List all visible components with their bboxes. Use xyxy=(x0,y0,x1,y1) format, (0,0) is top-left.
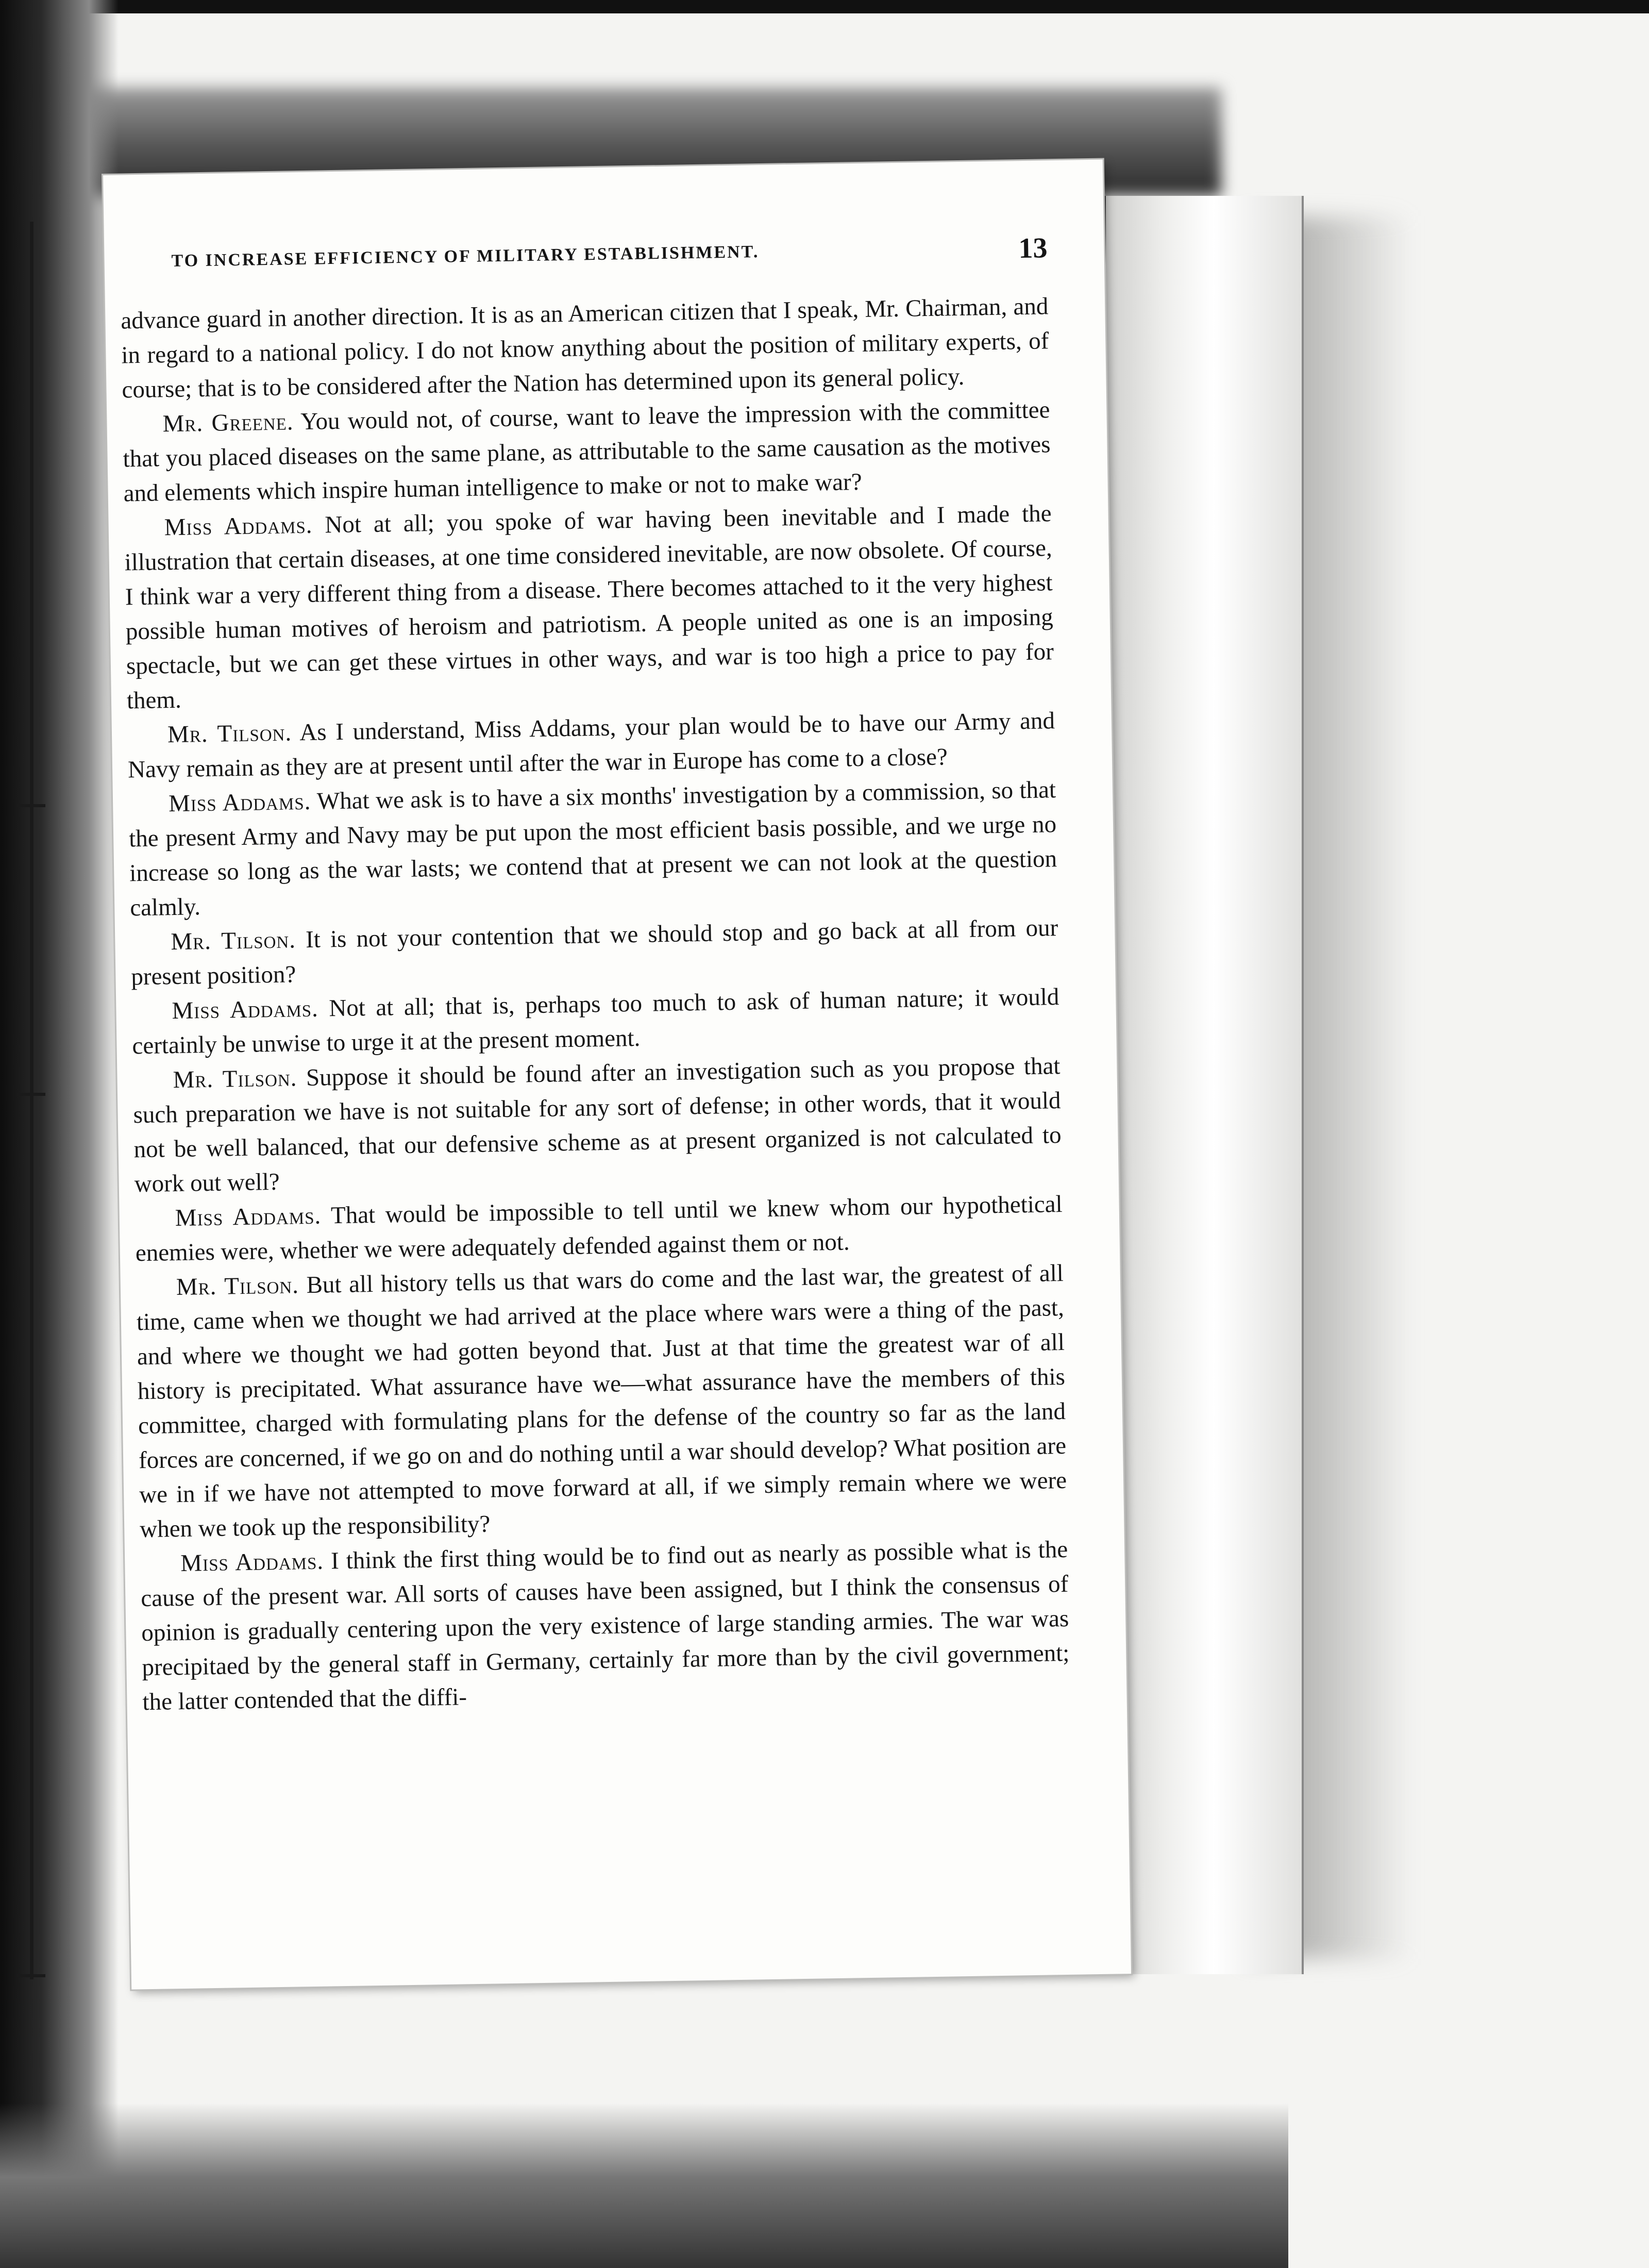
paragraph-text: What we ask is to have a six months' investigation by a commission, so that the present Army and Navy may be put upon the most efficient basis possible, and we urge no increase so long as the war lasts; we contend that at present we can not look at the question calmly. xyxy=(128,776,1057,922)
binding-stitch xyxy=(16,804,45,807)
speaker-name: Miss Addams. xyxy=(175,1202,322,1232)
paragraph-text: You would not, of course, want to leave the impression with the committee that you placed diseases on the same plane, as attributable to the same causation as the motives and elements which inspire human intelligence to make or not to make war? xyxy=(123,396,1051,507)
speaker-name: Mr. Tilson. xyxy=(167,719,292,748)
paragraph xyxy=(121,289,1050,407)
paragraph-text: advance guard in another direction. It is as an American citizen that I speak, Mr. Chairman, and in regard to a national policy. I do not know anything about the position of military experts, of course; that is to be considered after the Nation has determined upon its general policy. xyxy=(121,293,1049,404)
paragraph-text: Not at all; that is, perhaps too much to ask of human nature; it would certainly be unwise to urge it at the present moment. xyxy=(132,983,1059,1060)
paragraph-text: I think the first thing would be to find out as nearly as possible what is the cause of the present war. All sorts of causes have been assigned, but I think the consensus of opinion is gradually centering upon the very existence of large standing armies. The war was precipitaed by the general staff in Germany, certainly far more than by the civil government; the latter contended that the diffi- xyxy=(140,1536,1070,1716)
paragraph xyxy=(124,496,1054,718)
speaker-name: Mr. Tilson. xyxy=(176,1272,299,1301)
running-head xyxy=(171,232,1048,282)
paragraph xyxy=(122,393,1051,511)
speaker-name: Miss Addams. xyxy=(164,511,313,541)
paragraph xyxy=(140,1532,1070,1720)
speaker-name: Miss Addams. xyxy=(172,995,319,1025)
binding-stitch xyxy=(16,1974,45,1977)
speaker-name: Miss Addams. xyxy=(180,1547,324,1577)
binding-stitch xyxy=(16,1093,45,1096)
paragraph-text: It is not your contention that we should stop and go back at all from our present position? xyxy=(131,914,1058,991)
paragraph xyxy=(136,1256,1067,1547)
binding-thread xyxy=(30,222,33,1979)
speaker-name: Mr. Greene. xyxy=(162,408,294,438)
page-number: 13 xyxy=(1018,232,1048,265)
book-page-edges xyxy=(1103,196,1304,1974)
paragraph-text: But all history tells us that wars do come and the last war, the greatest of all time, came when we thought we had arrived at the place where wars were a thing of the past, and where we thought we had gotten beyond that. Just at that time the greatest war of all history is precipitated. What assurance have we—what assurance have the members of this committee, charged with formulating plans for the defense of the country so far as the land forces are concerned, if we go on and do nothing until a war should develop? What position are we in if we have not attempted to move forward at all, if we simply remain where we were when we took up the responsibility? xyxy=(136,1259,1067,1543)
running-title: TO INCREASE EFFICIENCY OF MILITARY ESTABLISHMENT. xyxy=(171,242,760,271)
paragraph-text: As I understand, Miss Addams, your plan would be to have our Army and Navy remain as they are at present until after the war in Europe has come to a close? xyxy=(127,707,1055,783)
document-page xyxy=(103,160,1131,1990)
paragraph xyxy=(128,773,1058,925)
paragraph-text: Not at all; you spoke of war having been inevitable and I made the illustration that certain diseases, at one time considered inevitable, are now obsolete. Of course, I think war a very different thing from a disease. There becomes attached to it the very highest possible human motives of heroism and patriotism. A people united as one is an imposing spectacle, but we can get these virtues in other ways, and war is too high a price to pay for them. xyxy=(124,500,1054,714)
paragraph-text: Suppose it should be found after an investigation such as you propose that such preparation we have is not suitable for any sort of defense; in other words, that it would not be well balanced, that our defensive scheme as at present organized is not calculated to work out well? xyxy=(133,1053,1062,1198)
speaker-name: Miss Addams. xyxy=(168,788,311,818)
scan-top-shadow xyxy=(0,0,1649,13)
paragraph-text: That would be impossible to tell until we knew whom our hypothetical enemies were, whether we were adequately defended against them or not. xyxy=(135,1191,1063,1267)
speaker-name: Mr. Tilson. xyxy=(173,1064,297,1094)
speaker-name: Mr. Tilson. xyxy=(170,926,296,956)
scan-bottom-shadow xyxy=(0,2103,1288,2268)
text-body xyxy=(121,289,1070,1720)
scan-left-shadow xyxy=(0,0,119,2268)
paragraph xyxy=(132,1049,1062,1202)
